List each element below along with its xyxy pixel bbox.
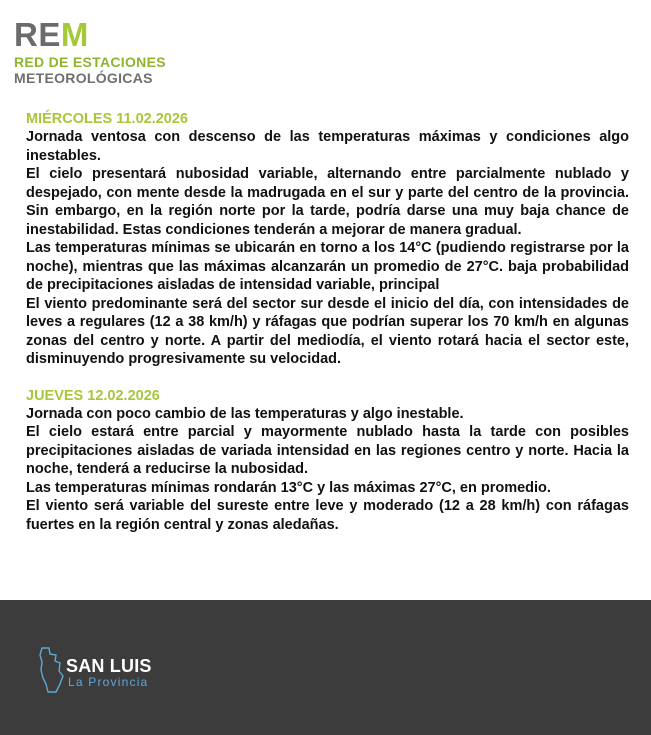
logo-re: RE: [14, 16, 61, 53]
forecast-paragraph: El viento será variable del sureste entre leve y moderado (12 a 28 km/h) con ráfagas fuertes en la región central y zonas aledañas.: [26, 498, 629, 533]
logo-line-2: METEOROLÓGICAS: [14, 70, 153, 86]
brand-sub: La Provincia: [68, 675, 149, 689]
forecast-day-2: [26, 387, 629, 535]
day-title: MIÉRCOLES 11.02.2026: [26, 111, 188, 127]
logo-m: M: [60, 16, 89, 53]
forecast-paragraph: El viento predominante será del sector sur desde el inicio del día, con intensidades de leves a regulares (12 a 38 km/h) y ráfagas que podrían superar los 70 km/h en algunas zonas del centro y norte. A partir del mediodía, el viento rotará hacia el sector este, disminuyendo progresivamente su velocidad.: [26, 295, 629, 367]
forecast-content: [26, 110, 629, 534]
forecast-paragraph: El cielo estará entre parcial y mayormente nublado hasta la tarde con posibles precipitaciones aisladas de variada intensidad en las regiones centro y norte. Hacia la noche, tenderá a reducirse la nubosidad.: [26, 424, 629, 477]
forecast-paragraph: El cielo presentará nubosidad variable, alternando entre parcialmente nublado y despejado, con mente desde la madrugada en el sur y parte del centro de la provincia. Sin embargo, en la región norte por la tarde, podría darse una muy baja chance de inestabilidad. Estas condiciones tenderán a mejorar de manera gradual.: [26, 166, 629, 238]
forecast-paragraph: Las temperaturas mínimas se ubicarán en torno a los 14°C (pudiendo registrarse por la noche), mientras que las máximas alcanzarán un promedio de 27°C. baja probabilidad de precipitaciones aisladas de intensidad variable, principal: [26, 240, 629, 293]
rem-logo-mark: [14, 16, 166, 53]
rem-logo: [14, 16, 166, 86]
brand-name: SAN LUIS: [66, 656, 152, 676]
forecast-paragraph: Jornada ventosa con descenso de las temperaturas máximas y condiciones algo inestables.: [26, 129, 629, 164]
forecast-paragraph: Jornada con poco cambio de las temperaturas y algo inestable.: [26, 405, 464, 422]
province-map-icon: [38, 646, 66, 694]
forecast-day-1: [26, 110, 629, 369]
forecast-paragraph: Las temperaturas mínimas rondarán 13°C y las máximas 27°C, en promedio.: [26, 479, 551, 496]
day-title: JUEVES 12.02.2026: [26, 387, 160, 404]
footer-bar: [0, 600, 651, 735]
logo-line-1: RED DE ESTACIONES: [14, 54, 166, 70]
